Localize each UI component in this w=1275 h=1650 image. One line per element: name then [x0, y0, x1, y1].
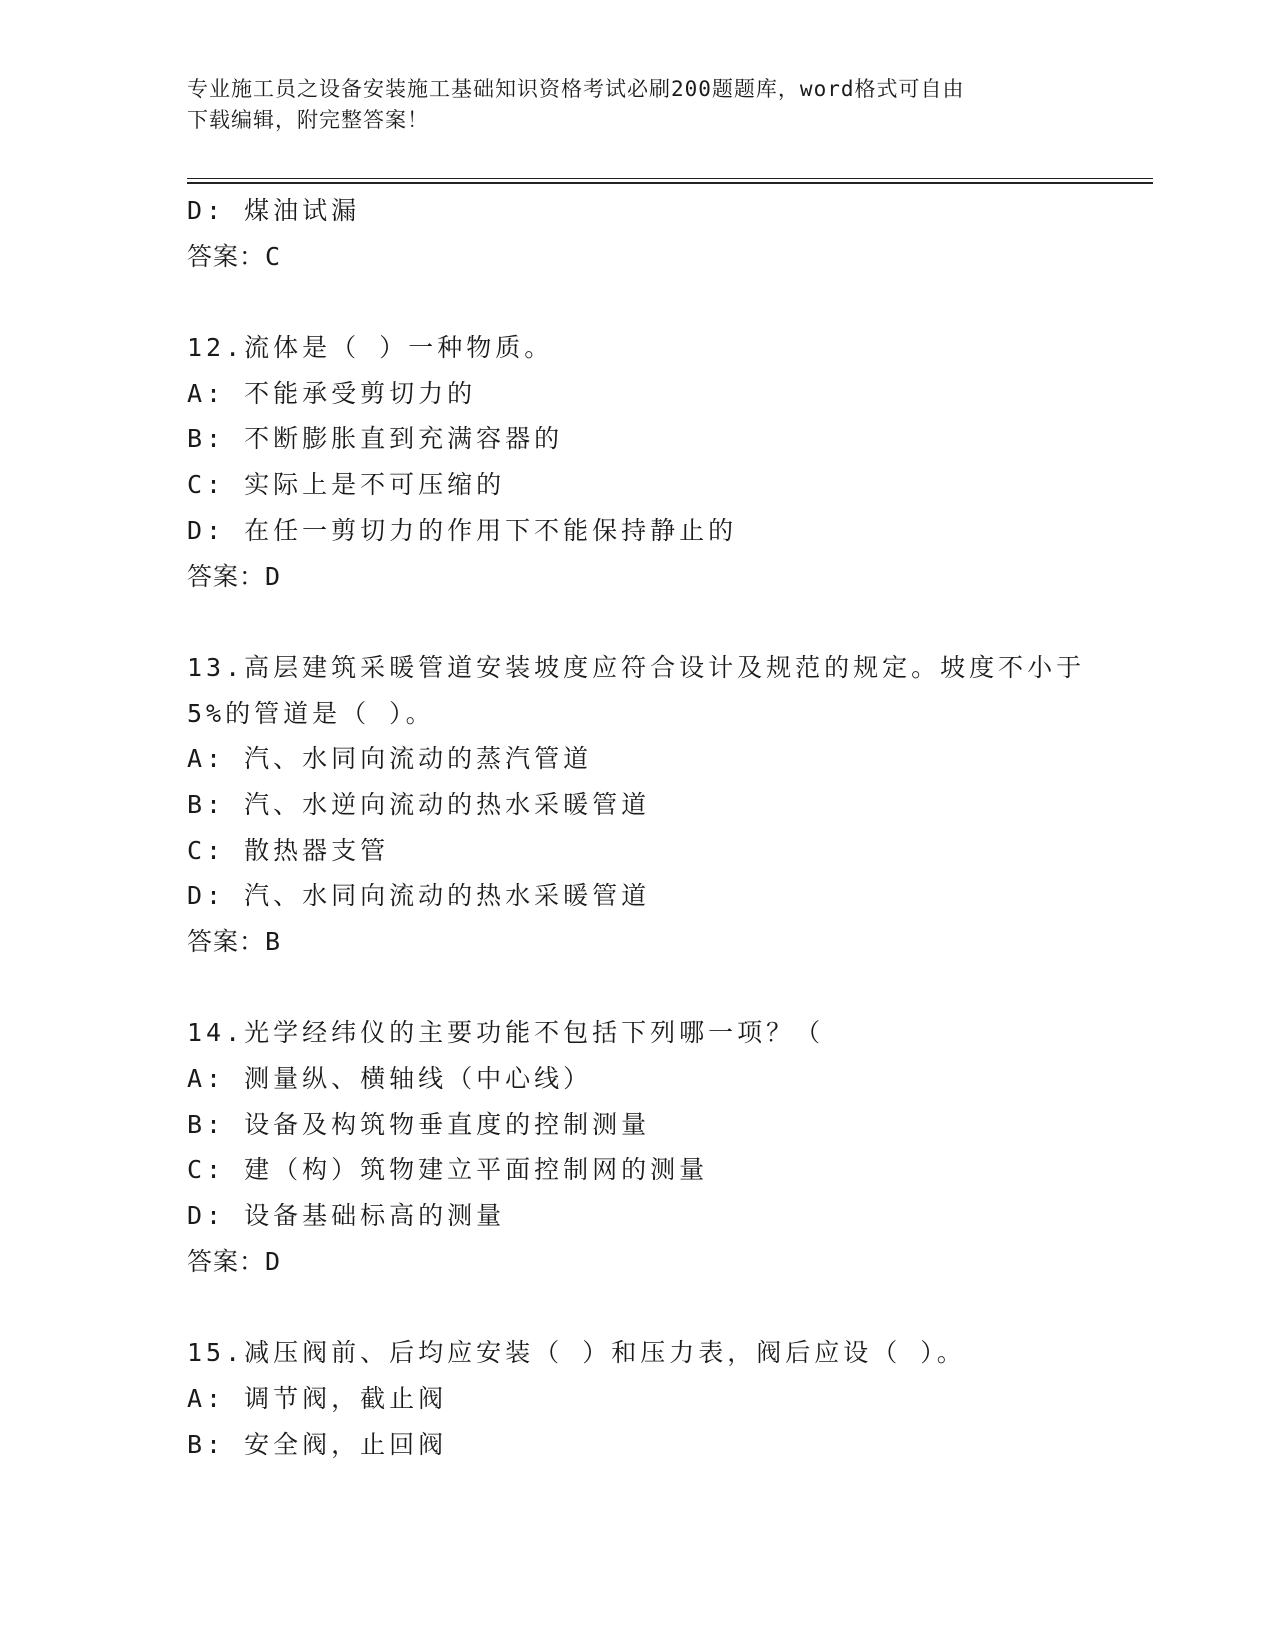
answer: 答案：B	[187, 927, 282, 956]
spacer	[187, 1285, 1087, 1331]
question-stem: 14.光学经纬仪的主要功能不包括下列哪一项？（	[187, 1018, 825, 1048]
option-c: C: 散热器支管	[187, 835, 390, 865]
question-15	[187, 1330, 1087, 1467]
question-stem-line-1: 13.高层建筑采暖管道安装坡度应符合设计及规范的规定。坡度不小于	[187, 652, 1086, 682]
option-b: B: 汽、水逆向流动的热水采暖管道	[187, 789, 651, 819]
spacer	[187, 599, 1087, 645]
spacer	[187, 965, 1087, 1011]
option-a: A: 汽、水同向流动的蒸汽管道	[187, 744, 593, 774]
option-d: D: 汽、水同向流动的热水采暖管道	[187, 881, 651, 911]
question-14	[187, 1010, 1087, 1284]
header-divider-thick	[187, 182, 1153, 184]
header-line-1: 专业施工员之设备安装施工基础知识资格考试必刷200题题库，word格式可自由	[187, 77, 965, 101]
question-13	[187, 645, 1087, 965]
question-12	[187, 325, 1087, 599]
option-a: A: 测量纵、横轴线（中心线）	[187, 1064, 593, 1094]
document-header	[187, 74, 1067, 136]
question-list	[187, 188, 1087, 1467]
answer: 答案：D	[187, 1246, 282, 1276]
spacer	[187, 279, 1087, 325]
option-d: D: 在任一剪切力的作用下不能保持静止的	[187, 515, 738, 545]
question-stem: 15.减压阀前、后均应安装（ ）和压力表，阀后应设（ ）。	[187, 1338, 966, 1368]
option-c: C: 实际上是不可压缩的	[187, 470, 506, 500]
option-b: B: 安全阀，止回阀	[187, 1429, 448, 1459]
option-b: B: 设备及构筑物垂直度的控制测量	[187, 1109, 651, 1139]
question-stem-line-2: 5%的管道是（ ）。	[187, 698, 435, 728]
q11-answer: 答案：C	[187, 241, 282, 271]
header-divider-thin	[187, 178, 1153, 179]
option-c: C: 建（构）筑物建立平面控制网的测量	[187, 1155, 709, 1185]
option-d: D: 设备基础标高的测量	[187, 1201, 506, 1231]
option-a: A: 不能承受剪切力的	[187, 378, 477, 408]
q11-option-d: D: 煤油试漏	[187, 196, 361, 225]
option-a: A: 调节阀，截止阀	[187, 1383, 448, 1413]
question-stem: 12.流体是（ ）一种物质。	[187, 333, 554, 363]
option-b: B: 不断膨胀直到充满容器的	[187, 424, 564, 454]
answer: 答案：D	[187, 561, 282, 591]
header-line-2: 下载编辑，附完整答案！	[187, 108, 429, 132]
